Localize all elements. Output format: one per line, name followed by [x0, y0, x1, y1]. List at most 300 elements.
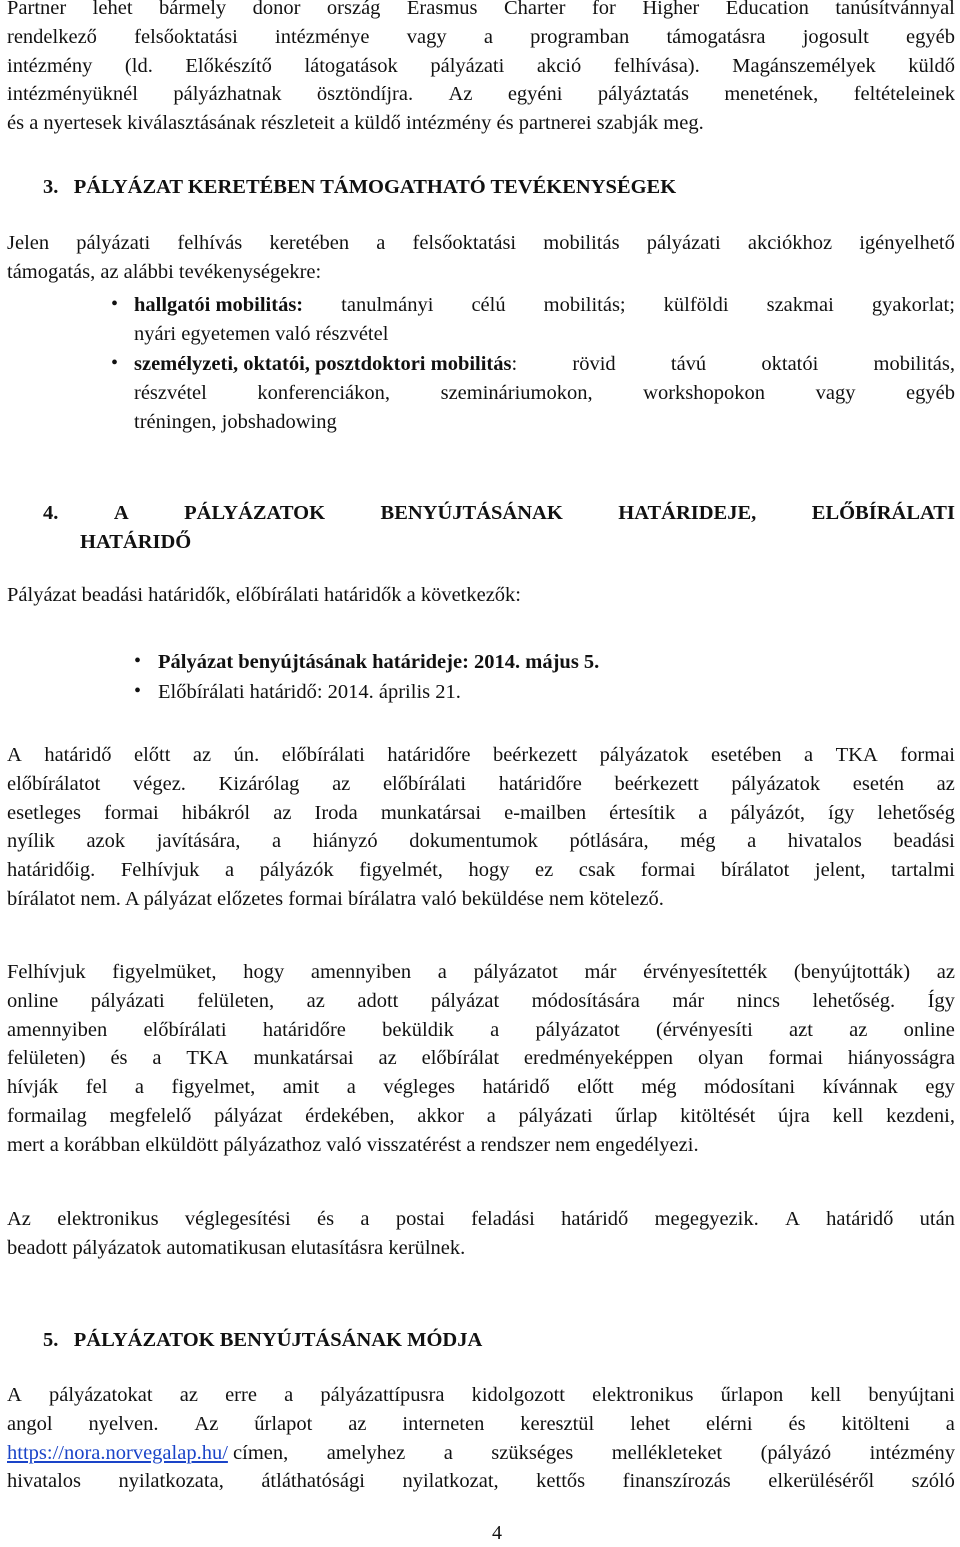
word: esetében [710, 744, 782, 766]
word: beérkezett [492, 744, 578, 766]
link-wrap [7, 1439, 288, 1468]
justified-line [7, 827, 955, 856]
word: konferenciákon, [257, 381, 391, 404]
word: pótlására, [569, 830, 649, 853]
word: beadási [893, 830, 955, 853]
word: pályázati [430, 54, 505, 77]
word: az [273, 801, 292, 824]
word: űrlapot [254, 1412, 313, 1435]
word: előtt [133, 744, 171, 766]
word: mobilitás, [873, 353, 955, 375]
justified-line [7, 958, 955, 987]
word: egyéb [906, 25, 955, 48]
word: A [113, 502, 129, 524]
word: hogy [243, 961, 285, 983]
word: vagy [815, 381, 856, 404]
word: kell [832, 1104, 864, 1127]
word: előbírálati [281, 744, 365, 766]
word: a [945, 1412, 955, 1435]
bullet-icon: • [111, 293, 119, 315]
word: fel [85, 1076, 108, 1099]
bullet-bold-wrap [134, 350, 517, 379]
text-line: beadott pályázatok automatikusan elutasításra kerülnek. [7, 1236, 466, 1259]
word: határidő [44, 744, 112, 766]
word: a [360, 1208, 370, 1230]
justified-line [7, 1381, 955, 1410]
word: az [378, 1047, 397, 1070]
text-line: nyári egyetemen való részvétel [134, 322, 389, 345]
text-line: Pályázat beadási határidők, előbírálati határidők a következők: [7, 584, 522, 606]
word: beérkezett [614, 772, 699, 795]
justified-line [7, 770, 955, 799]
word: csak [578, 859, 616, 882]
word: (érvényesíti [656, 1018, 753, 1041]
justified-line [7, 1044, 955, 1073]
word: a [483, 25, 493, 48]
word: elektronikus [57, 1208, 159, 1230]
word: érdekében, [305, 1104, 395, 1127]
word: hivatalos [787, 830, 862, 853]
word: határidő [482, 1076, 550, 1099]
word: figyelmét, [359, 859, 443, 882]
word: erre [225, 1384, 257, 1406]
word: tanúsítvánnyal [835, 0, 955, 19]
section-3-heading [43, 173, 676, 202]
word: pályázatot [473, 961, 558, 983]
word: formailag [7, 1104, 87, 1127]
word: Magánszemélyek [732, 54, 876, 77]
intro-paragraph [7, 0, 955, 138]
word: lehetőség [877, 801, 955, 824]
word: ösztöndíjra. [316, 83, 414, 106]
word: egy [925, 1076, 955, 1099]
word: (ld. [124, 54, 153, 77]
word: az [192, 744, 212, 766]
word: figyelmüket, [112, 961, 217, 983]
word: workshopokon [643, 381, 766, 404]
justified-line [7, 80, 955, 109]
word: (benyújtották) [793, 961, 911, 983]
word: Előkészítő [185, 54, 272, 77]
word: érvényesítették [643, 961, 768, 983]
word: ún. [233, 744, 260, 766]
word: a [134, 1076, 145, 1099]
word: Charter [503, 0, 566, 19]
word: hogy [468, 859, 510, 882]
word: a [486, 1104, 496, 1127]
word: a [152, 1047, 162, 1070]
deadline-text: Pályázat benyújtásának határideje: 2014. május 5. [158, 651, 600, 673]
word: az [332, 772, 351, 795]
word: pályázattípusra [320, 1384, 445, 1406]
word: mobilitás [543, 232, 620, 254]
website-link[interactable]: https://nora.norvegalap.hu/ [7, 1441, 228, 1464]
word: pályáztatás [597, 83, 689, 106]
word: és [110, 1047, 128, 1070]
word: előbírálati [382, 772, 467, 795]
word: pályázati [90, 989, 165, 1012]
word: a [284, 1384, 294, 1406]
word: előbírálati [143, 1018, 227, 1041]
word: olyan [697, 1047, 744, 1070]
word: intézménye [275, 25, 370, 48]
word: keresztül [520, 1412, 595, 1435]
word: szakmai [766, 294, 834, 316]
heading-line: HATÁRIDŐ [80, 530, 192, 553]
word: az [936, 772, 955, 795]
word: rendelkező [7, 25, 97, 48]
word: Az [7, 1208, 31, 1230]
word: interneten [402, 1412, 485, 1435]
section-4-lead [7, 581, 955, 610]
word: adott [357, 989, 399, 1012]
word: pályázatok [731, 772, 821, 795]
word: megfelelő [109, 1104, 192, 1127]
justified-line [7, 1467, 955, 1496]
word: felhívása). [613, 54, 700, 77]
word: a [747, 830, 757, 853]
word: amennyiben [7, 1018, 108, 1041]
word: intézmény [869, 1441, 955, 1464]
word: a [272, 830, 282, 853]
word: Így [927, 989, 955, 1012]
word: amit [282, 1076, 320, 1099]
word: hibákról [181, 801, 251, 824]
word: felsőoktatási [134, 25, 238, 48]
justified-line [7, 799, 955, 828]
word: felületen, [197, 989, 275, 1012]
section-3-paragraph [7, 229, 955, 287]
word: a [437, 961, 447, 983]
word: pályázati [518, 1104, 593, 1127]
word: rövid [572, 353, 616, 375]
word: így [828, 801, 855, 824]
justified-line [7, 1439, 955, 1468]
word: Jelen [7, 232, 50, 254]
word: intézmény [7, 54, 93, 77]
word: a [376, 232, 386, 254]
word: pályázati [76, 232, 151, 254]
word: ez [535, 859, 554, 882]
word: felsőoktatási [412, 232, 517, 254]
word: űrlapon [720, 1384, 784, 1406]
deadline-item [158, 678, 461, 707]
word: beküldik [382, 1018, 454, 1041]
word: külföldi [663, 294, 729, 316]
word: pályázati [646, 232, 721, 254]
word: távú [670, 353, 707, 375]
word: elektronikus [592, 1384, 694, 1406]
word: (pályázó [760, 1441, 832, 1464]
word: amelyhez [326, 1441, 406, 1464]
word: benyújtani [868, 1384, 955, 1406]
word: Az [448, 83, 473, 106]
word: határidő [561, 1208, 629, 1230]
word: az [348, 1412, 367, 1435]
justified-line [7, 1410, 955, 1439]
word: mobilitás; [543, 294, 626, 316]
word: munkatársai [253, 1047, 354, 1070]
word: akciókhoz [747, 232, 833, 254]
text-line: mert a korábban elküldött pályázathoz való visszatérést a rendszer nem engedélyezi. [7, 1133, 699, 1156]
word: pályázhatnak [173, 83, 282, 106]
word: Partner [7, 0, 67, 19]
word: és [788, 1412, 806, 1435]
word: pályázót, [730, 801, 806, 824]
page-number: 4 [492, 1522, 502, 1544]
word: pályázat [430, 989, 500, 1012]
word: Iroda [314, 801, 358, 824]
section-4-paragraph-3 [7, 1205, 955, 1263]
word: azt [789, 1018, 813, 1041]
word: egyéb [906, 381, 955, 404]
section-number: 5. [43, 1329, 59, 1351]
word: javítására, [156, 830, 241, 853]
word: akkor [417, 1104, 464, 1127]
justified-line [7, 1016, 955, 1045]
word: : [511, 353, 518, 375]
word: Higher [642, 0, 700, 19]
word: HATÁRIDEJE, [618, 502, 757, 524]
deadline-item [158, 648, 599, 677]
word: előbírálatot [7, 772, 101, 795]
word: hiányzó [312, 830, 378, 853]
section-number: 3. [43, 176, 59, 198]
word: lehet [630, 1412, 671, 1435]
word: a [804, 744, 814, 766]
word: a [698, 801, 708, 824]
deadline-text: Előbírálati határidő: 2014. április 21. [158, 681, 461, 703]
word: gyakorlat; [871, 294, 955, 316]
word: 4. [43, 502, 59, 524]
justified-line [134, 379, 955, 408]
word: az [306, 989, 325, 1012]
word: elérni [705, 1412, 753, 1435]
word: előbírálat [421, 1047, 500, 1070]
section-5-heading [43, 1326, 482, 1355]
word: angol [7, 1412, 53, 1435]
word: oktatói [761, 353, 819, 375]
text-line: bírálatot nem. A pályázat előzetes formai bírálatra való beküldése nem kötelező. [7, 887, 664, 910]
word: nyelven. [88, 1412, 159, 1435]
bullet-item [134, 350, 955, 436]
word: pályázat [214, 1104, 283, 1127]
word: jogosult [802, 25, 869, 48]
word: keretében [269, 232, 350, 254]
word: módosítására [531, 989, 640, 1012]
justified-line [43, 499, 955, 528]
justified-line [134, 291, 955, 320]
word: kell [810, 1384, 842, 1406]
bullet-bold: személyzeti, oktatói, posztdoktori mobilitás [134, 353, 512, 375]
word: bírálatot [721, 859, 790, 882]
word: szemináriumokon, [440, 381, 593, 404]
section-4-paragraph-2 [7, 958, 955, 1160]
word: tanulmányi [341, 294, 434, 316]
word: bármely [158, 0, 227, 19]
word: A [7, 744, 22, 766]
word: Felhívjuk [7, 961, 86, 983]
word: módosítani [704, 1076, 796, 1099]
word: kitölteni [841, 1412, 910, 1435]
word: hiányosságra [847, 1047, 955, 1070]
word: donor [252, 0, 301, 19]
word: pályázatot [535, 1018, 620, 1041]
word: intézményüknél [7, 83, 138, 106]
word: for [591, 0, 616, 19]
word: formai [900, 744, 955, 766]
word: határidőre [262, 1018, 346, 1041]
word: az [849, 1018, 868, 1041]
word: Felhívjuk [120, 859, 200, 882]
word: hívják [7, 1076, 59, 1099]
justified-line [7, 23, 955, 52]
word: végleges [383, 1076, 456, 1099]
justified-line [7, 0, 955, 23]
word: előtt [577, 1076, 614, 1099]
justified-line [7, 229, 955, 258]
justified-line [7, 856, 955, 885]
word: esetleges [7, 801, 81, 824]
word: vagy [406, 25, 447, 48]
word: űrlap [615, 1104, 658, 1127]
word: Kizárólag [218, 772, 300, 795]
justified-line [7, 1073, 955, 1102]
bullet-icon: • [134, 680, 142, 702]
word: TKA [835, 744, 878, 766]
word: PÁLYÁZATOK [184, 502, 326, 524]
word: az [936, 961, 955, 983]
word: amennyiben [310, 961, 412, 983]
word: után [919, 1208, 955, 1230]
word: szóló [911, 1470, 955, 1493]
word: Az [194, 1412, 219, 1435]
word: a [490, 1018, 500, 1041]
word: nyilatkozat, [402, 1470, 499, 1493]
word: esetén [852, 772, 905, 795]
word: végez. [133, 772, 186, 795]
word: támogatásra [666, 25, 766, 48]
word: kezdeni, [886, 1104, 955, 1127]
word: egyéni [507, 83, 563, 106]
word: Education [725, 0, 809, 19]
justified-line [7, 987, 955, 1016]
word: újra [778, 1104, 810, 1127]
word: formai [768, 1047, 824, 1070]
word: célú [471, 294, 506, 316]
word: kitöltését [680, 1104, 756, 1127]
word: hivatalos [7, 1470, 82, 1493]
bullet-icon: • [134, 650, 142, 672]
word: kidolgozott [471, 1384, 565, 1406]
bullet-item [134, 291, 955, 349]
justified-line [134, 350, 955, 379]
word: igényelhető [859, 232, 955, 254]
word: nincs [736, 989, 781, 1012]
word: még [680, 830, 716, 853]
section-5-paragraph [7, 1381, 955, 1496]
word: e-mailben [504, 801, 587, 824]
word: és [317, 1208, 335, 1230]
word: a [346, 1076, 356, 1099]
section-4-heading [43, 499, 955, 557]
word: BENYÚJTÁSÁNAK [380, 502, 563, 524]
word: pályázatokat [48, 1384, 153, 1406]
word: formai [640, 859, 696, 882]
word: lehetőség. [812, 989, 896, 1012]
section-4-paragraph-1 [7, 741, 955, 914]
word: A [7, 1384, 22, 1406]
word: az [179, 1384, 198, 1406]
word: pályázatok [599, 744, 689, 766]
justified-line [7, 1205, 955, 1234]
bullet-icon: • [111, 352, 119, 374]
word: még [641, 1076, 677, 1099]
word: már [584, 961, 617, 983]
word: részvétel [134, 381, 207, 404]
justified-line [7, 52, 955, 81]
word: kettős [536, 1470, 586, 1493]
text-line: és a nyertesek kiválasztásának részleteit a küldő intézmény és partnerei szabják meg. [7, 112, 704, 135]
word: munkatársai [380, 801, 482, 824]
word: küldő [908, 54, 955, 77]
word: lehet [92, 0, 133, 19]
word: jelent, [814, 859, 866, 882]
word: Erasmus [406, 0, 478, 19]
word: határidőig. [7, 859, 96, 882]
word: nyílik [7, 830, 55, 853]
word: kívánnak [822, 1076, 898, 1099]
word: ELŐBÍRÁLATI [811, 502, 955, 524]
word: figyelmet, [171, 1076, 256, 1099]
word: tartalmi [891, 859, 955, 882]
word: programban [530, 25, 630, 48]
word: értesítik [609, 801, 676, 824]
word: menetének, [724, 83, 819, 106]
word: felhívás [177, 232, 243, 254]
word: határidőre [498, 772, 582, 795]
word: a [443, 1441, 453, 1464]
word: pályázók [259, 859, 334, 882]
word: feltételeinek [853, 83, 955, 106]
word: online [903, 1018, 955, 1041]
section-title: PÁLYÁZATOK BENYÚJTÁSÁNAK MÓDJA [73, 1329, 483, 1351]
word: postai [395, 1208, 445, 1230]
word: azok [86, 830, 126, 853]
bullet-bold: hallgatói mobilitás: [134, 294, 304, 316]
word: online [7, 989, 59, 1012]
word: feladási [471, 1208, 535, 1230]
text-line: támogatás, az alábbi tevékenységekre: [7, 260, 322, 283]
word: akció [536, 54, 582, 77]
word: formai [104, 801, 159, 824]
word: véglegesítési [184, 1208, 291, 1230]
word: megegyezik. [654, 1208, 759, 1230]
word: már [672, 989, 705, 1012]
word: határidőre [387, 744, 471, 766]
word: címen, [233, 1441, 289, 1464]
justified-line [7, 741, 955, 770]
word: nyilatkozata, [118, 1470, 224, 1493]
word: felületen) [7, 1047, 86, 1070]
word: dokumentumok [409, 830, 538, 853]
section-title: PÁLYÁZAT KERETÉBEN TÁMOGATHATÓ TEVÉKENYSÉGEK [73, 176, 677, 198]
word: elkerüléséről [768, 1470, 875, 1493]
word: TKA [186, 1047, 229, 1070]
word: eredményeképpen [523, 1047, 674, 1070]
word: finanszírozás [622, 1470, 731, 1493]
word: A [785, 1208, 800, 1230]
